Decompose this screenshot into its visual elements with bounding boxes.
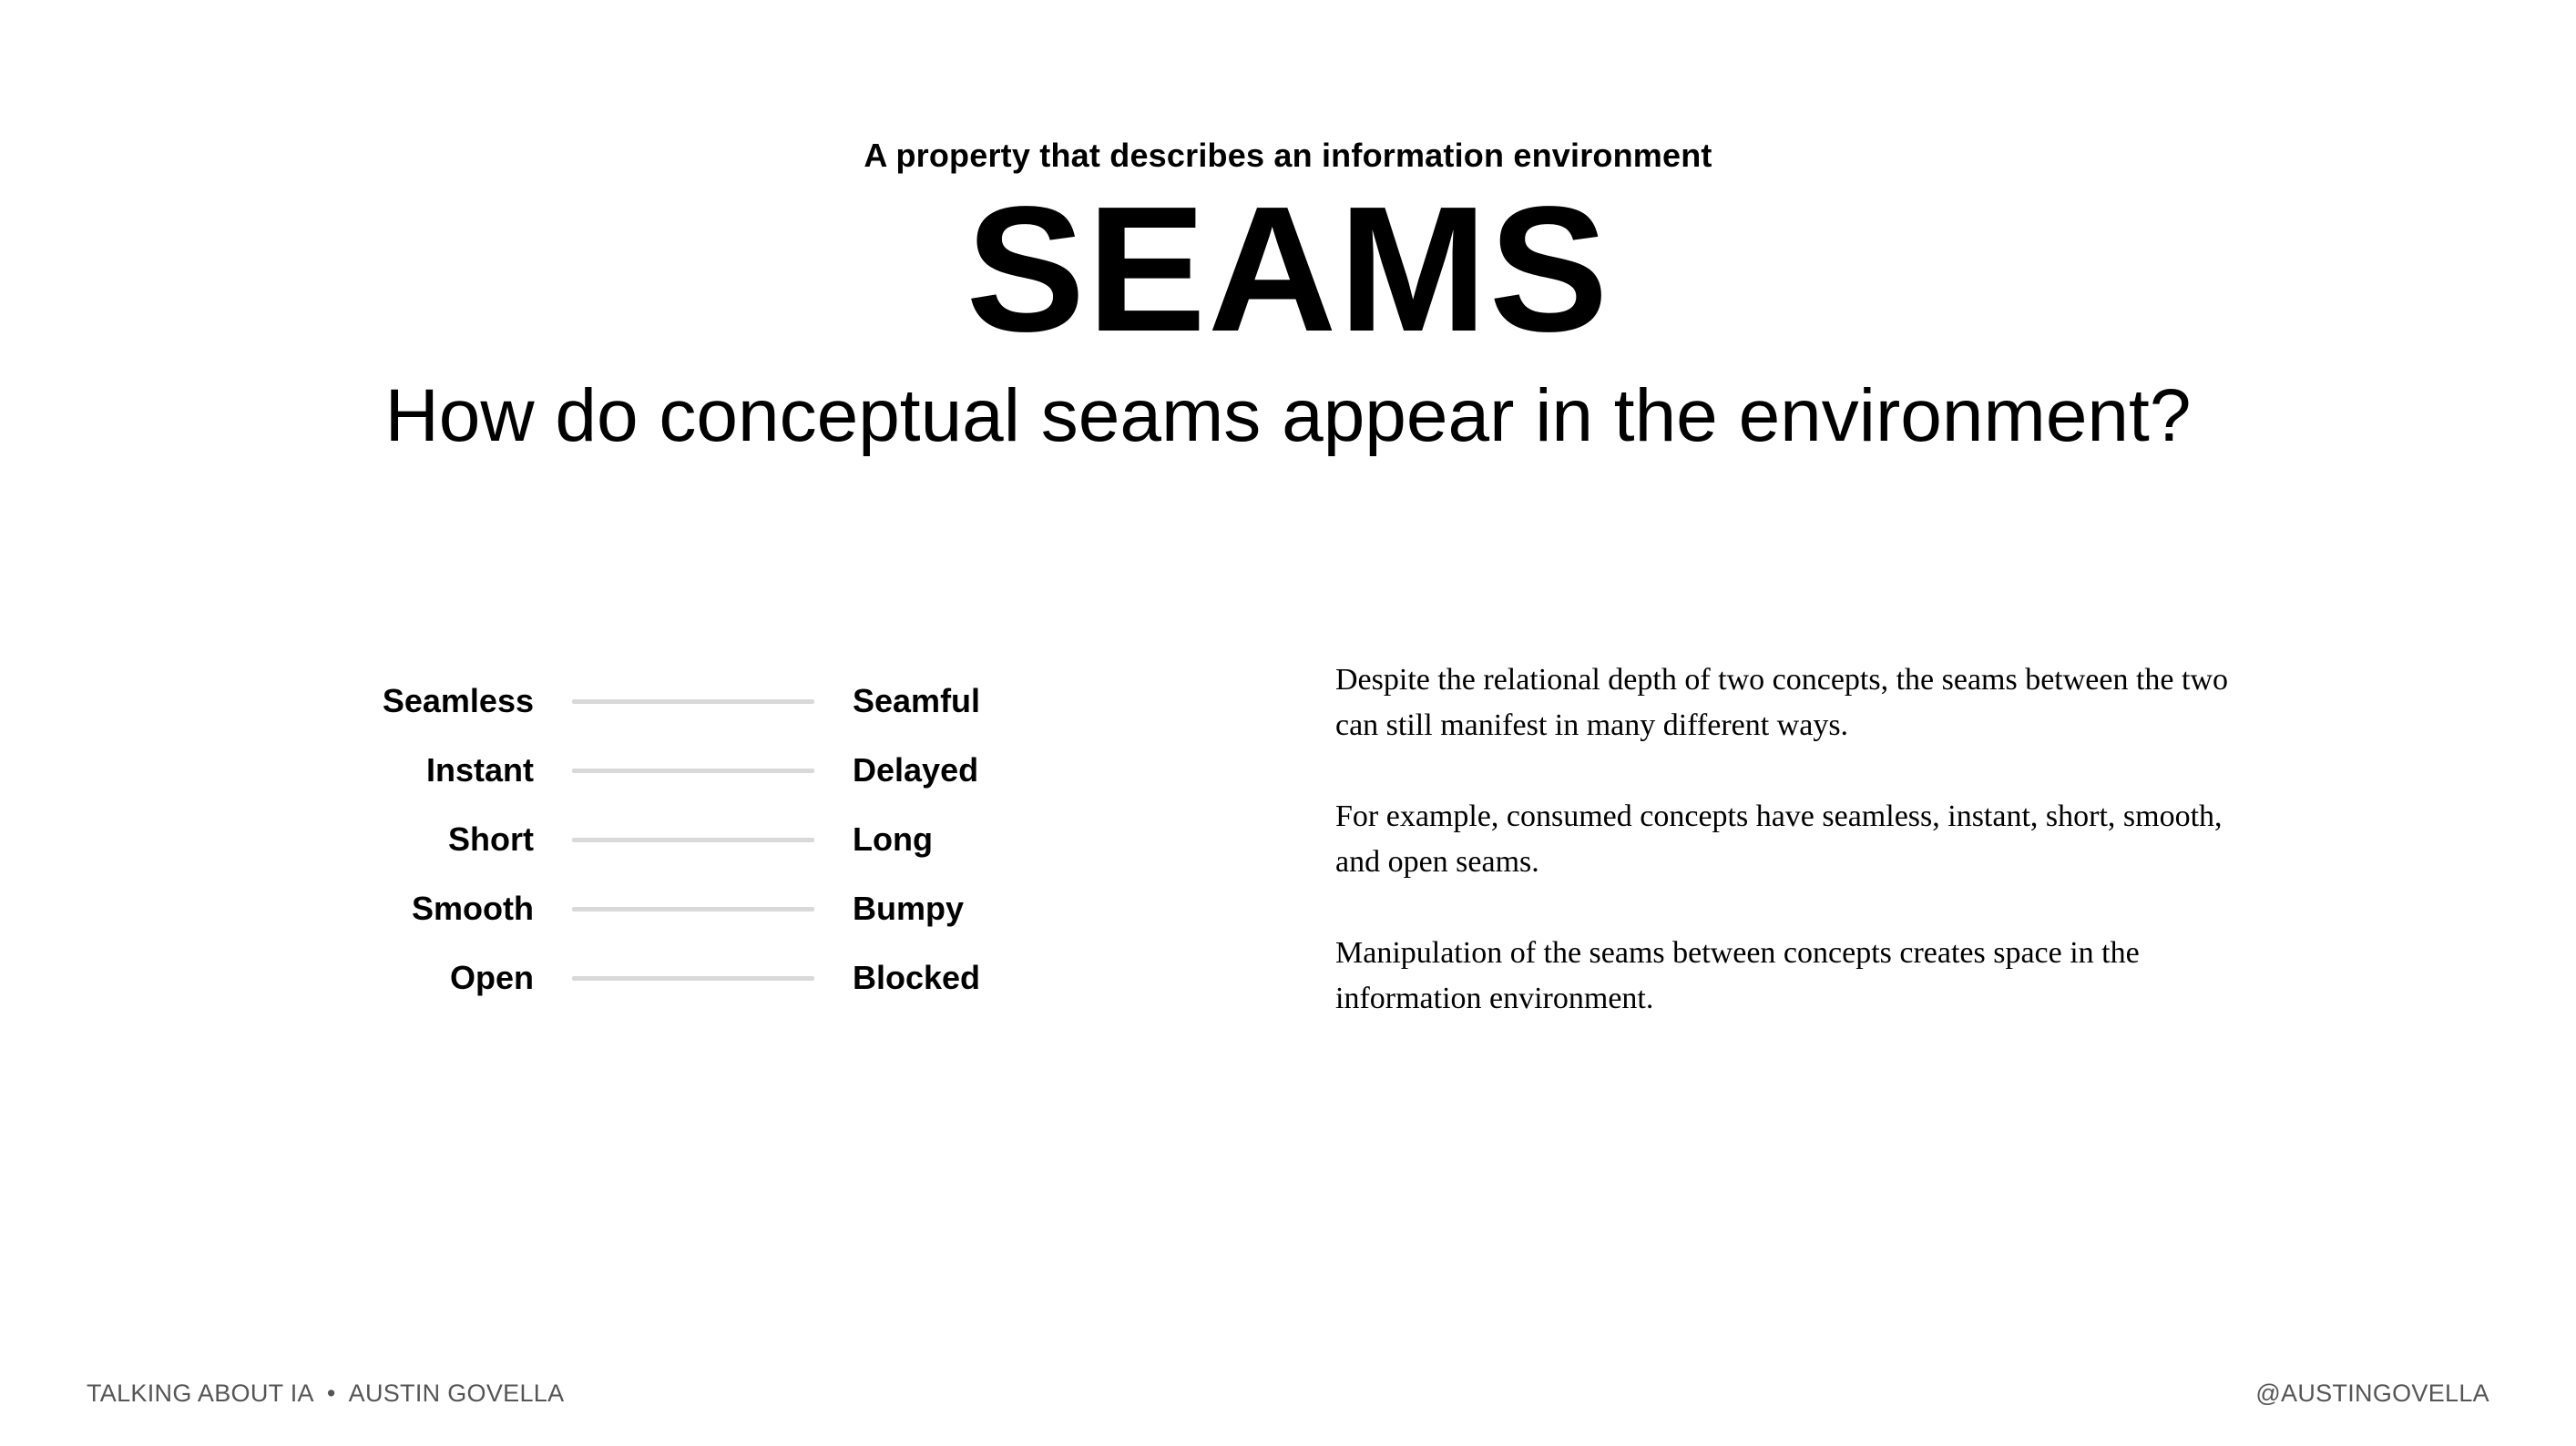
spectrum-row [273,817,1093,862]
footer-credit [87,1380,564,1408]
spectrum-left-label: Instant [425,751,534,789]
spectrum-line [572,907,814,911]
spectrum-line [572,699,814,704]
footer-author: AUSTIN GOVELLA [348,1380,565,1407]
body-text [1335,657,2237,1067]
spectrum-row [273,955,1093,1001]
footer-handle: @AUSTINGOVELLA [2255,1380,2489,1407]
slide-title: SEAMS [966,169,1610,369]
spectrum-line [572,838,814,842]
spectrum-right-label: Blocked [853,959,981,996]
body-paragraph: Despite the relational depth of two concepts, the seams between the two can still manifest in many different ways. [1335,663,2229,742]
spectrum-line [572,769,814,773]
spectrum-right-label: Seamful [853,682,981,719]
spectrum-right-label: Bumpy [853,890,965,927]
spectrum-line [572,976,814,981]
spectrum-right-label: Delayed [853,751,979,789]
footer-separator: • [326,1380,336,1407]
spectrum-row [273,678,1093,724]
spectrum-left-label: Smooth [412,890,534,927]
spectrum-left-label: Seamless [382,682,534,719]
footer-talk-title: TALKING ABOUT IA [87,1380,314,1407]
slide-question: How do conceptual seams appear in the environment? [384,374,2192,457]
spectrum-left-label: Open [449,959,534,996]
spectrum-row [273,748,1093,793]
spectrum-left-label: Short [448,820,534,858]
spectrum-right-label: Long [853,820,933,858]
spectrum-row [273,886,1093,932]
slide-eyebrow: A property that describes an information environment [864,137,1712,174]
body-paragraph: For example, consumed concepts have seamless, instant, short, smooth, and open seams. [1335,799,2223,879]
body-paragraph: Manipulation of the seams between concepts creates space in the information environment. [1335,936,2140,1015]
